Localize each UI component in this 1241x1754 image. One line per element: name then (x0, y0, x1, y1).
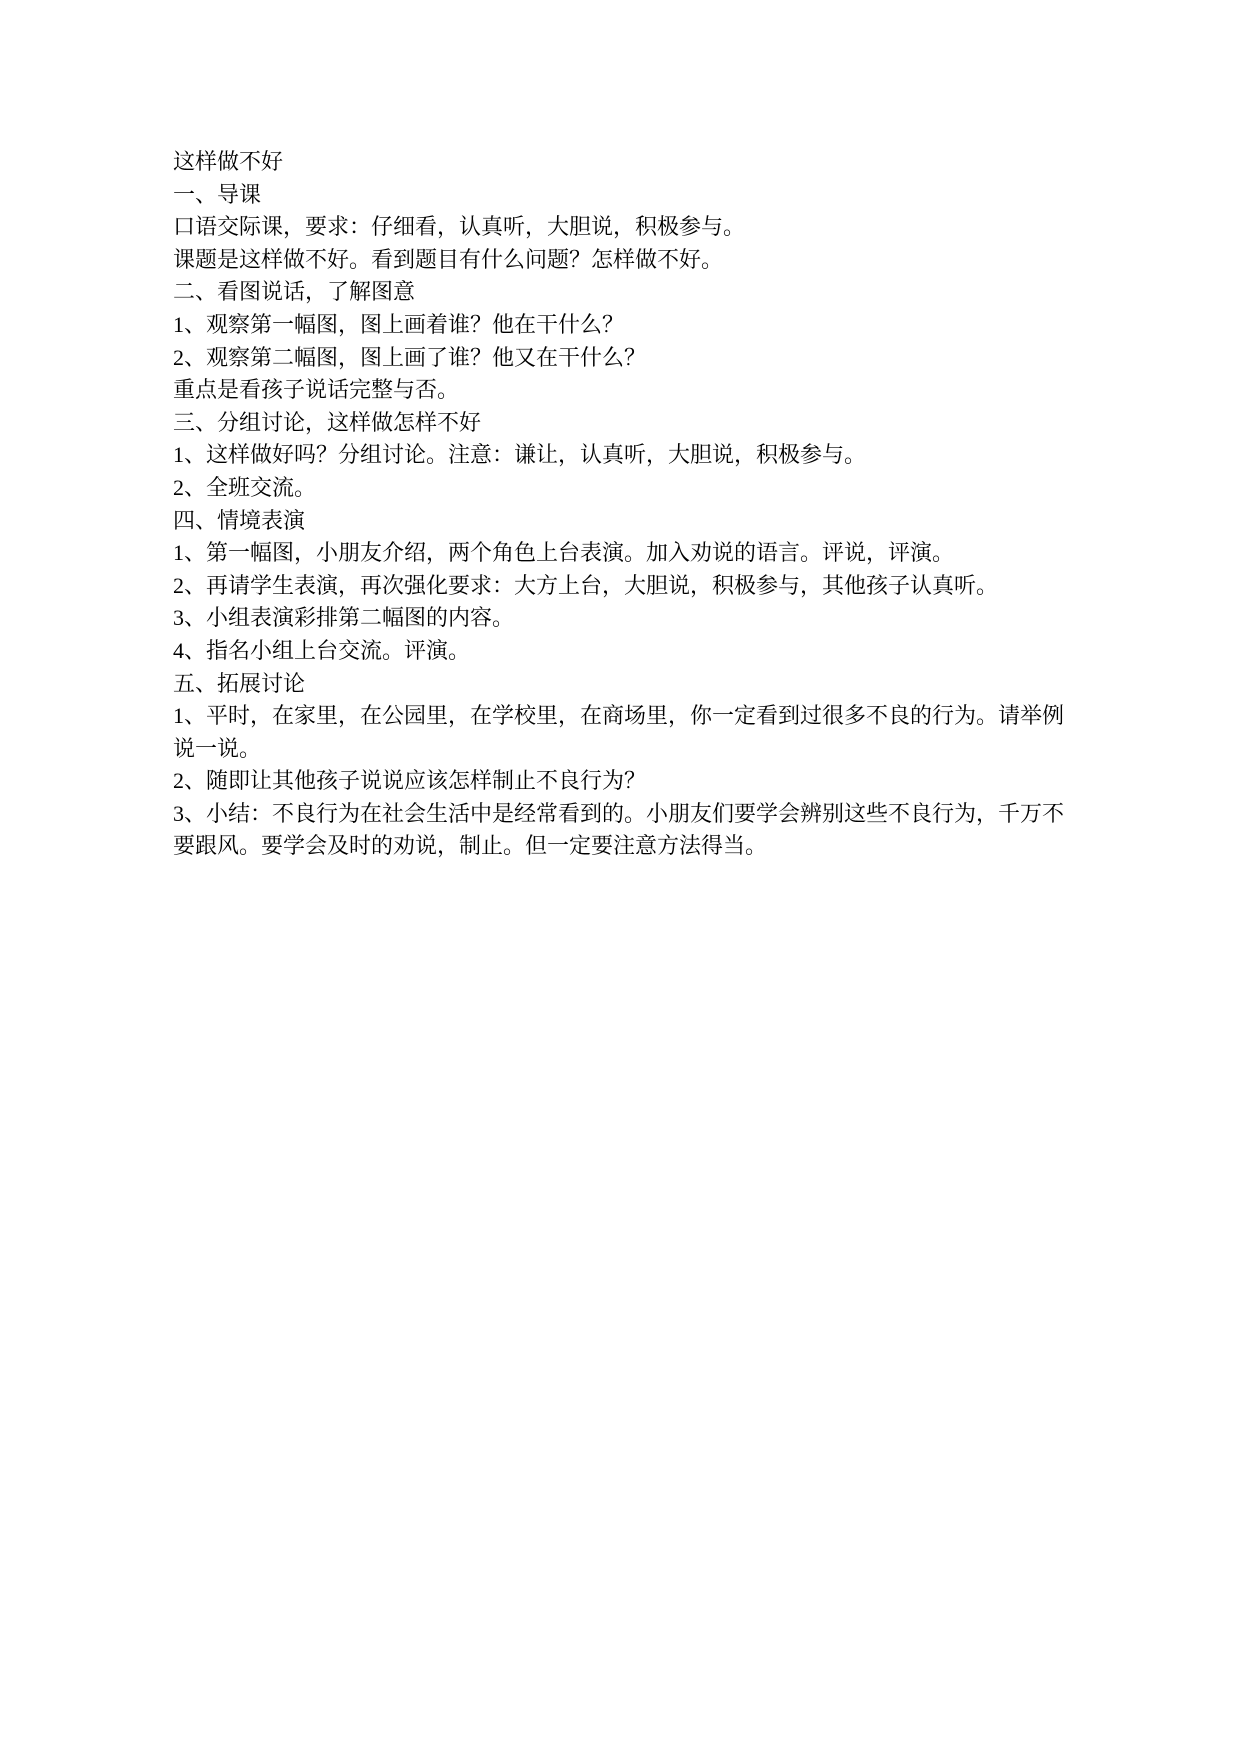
list-item: 2、再请学生表演，再次强化要求：大方上台，大胆说，积极参与，其他孩子认真听。 (173, 572, 999, 598)
section-heading-4: 四、情境表演 (173, 507, 306, 533)
list-item: 1、观察第一幅图，图上画着谁？他在干什么？ (173, 311, 625, 337)
list-item: 3、小结：不良行为在社会生活中是经常看到的。小朋友们要学会辨别这些不良行为，千万不要跟风。要学会及时的劝说，制止。但一定要注意方法得当。 (173, 800, 1065, 859)
section-heading-5: 五、拓展讨论 (173, 670, 306, 696)
list-item: 1、第一幅图，小朋友介绍，两个角色上台表演。加入劝说的语言。评说，评演。 (173, 540, 955, 566)
list-item: 3、小组表演彩排第二幅图的内容。 (173, 605, 515, 631)
paragraph: 重点是看孩子说话完整与否。 (173, 377, 460, 403)
document-content (173, 146, 1064, 863)
paragraph: 口语交际课，要求：仔细看，认真听，大胆说，积极参与。 (173, 214, 746, 240)
paragraph: 课题是这样做不好。看到题目有什么问题？怎样做不好。 (173, 246, 724, 272)
section-heading-1: 一、导课 (173, 181, 262, 207)
section-heading-3: 三、分组讨论，这样做怎样不好 (173, 409, 482, 435)
list-item: 4、指名小组上台交流。评演。 (173, 637, 471, 663)
list-item: 2、随即让其他孩子说说应该怎样制止不良行为？ (173, 768, 647, 794)
list-item: 2、观察第二幅图，图上画了谁？他又在干什么？ (173, 344, 647, 370)
list-item: 1、这样做好吗？分组讨论。注意：谦让，认真听，大胆说，积极参与。 (173, 442, 867, 468)
document-title: 这样做不好 (173, 149, 284, 174)
list-item: 2、全班交流。 (173, 474, 317, 500)
list-item: 1、平时，在家里，在公园里，在学校里，在商场里，你一定看到过很多不良的行为。请举例说一说。 (173, 703, 1065, 761)
section-heading-2: 二、看图说话，了解图意 (173, 279, 416, 305)
